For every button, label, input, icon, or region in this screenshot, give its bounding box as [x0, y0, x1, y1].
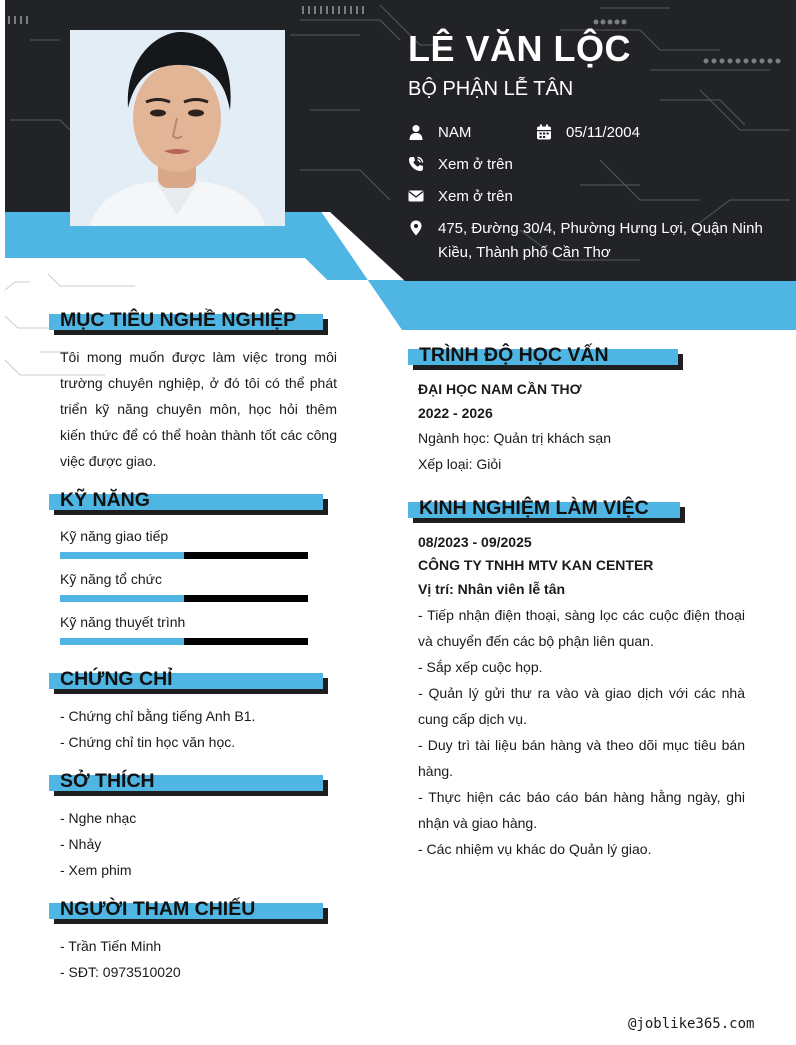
skill-bar-fill — [60, 595, 184, 602]
hobbies-heading — [49, 770, 323, 802]
experience-heading — [408, 497, 680, 529]
skill-bar — [60, 552, 308, 559]
duty-item: - Duy trì tài liệu bán hàng và theo dõi mục tiêu bán hàng. — [418, 737, 745, 779]
address-info — [408, 217, 778, 267]
list-item: - Trần Tiến Minh — [60, 938, 162, 954]
dob-value: 05/11/2004 — [566, 124, 640, 141]
list-item: - Xem phim — [60, 862, 132, 878]
education-details — [418, 377, 748, 477]
hobbies-list — [60, 805, 340, 883]
phone-icon — [408, 156, 424, 172]
skill-item — [60, 528, 310, 568]
certificates-title: CHỨNG CHỈ — [60, 668, 173, 690]
certificates-list — [60, 703, 340, 755]
hobbies-title: SỞ THÍCH — [60, 770, 155, 792]
dob-info — [536, 121, 696, 145]
profile-photo — [70, 30, 285, 226]
school-name: ĐẠI HỌC NAM CẦN THƠ — [418, 381, 582, 397]
list-item: - SĐT: 0973510020 — [60, 964, 181, 980]
gender-value: NAM — [438, 124, 472, 141]
references-list — [60, 933, 340, 985]
skills-title: KỸ NĂNG — [60, 489, 150, 511]
calendar-icon — [536, 124, 552, 140]
full-name: LÊ VĂN LỘC — [408, 28, 632, 69]
objective-heading — [49, 309, 323, 341]
certificates-heading — [49, 668, 323, 700]
list-item: - Nhảy — [60, 836, 102, 852]
phone-info — [408, 153, 708, 177]
grade: Xếp loại: Giỏi — [418, 456, 502, 472]
skill-item — [60, 614, 310, 654]
phone-value: Xem ở trên — [438, 156, 513, 173]
skill-item — [60, 571, 310, 611]
duty-item: - Quản lý gửi thư ra vào và giao dịch với các nhà cung cấp dịch vụ. — [418, 685, 745, 727]
education-heading — [408, 344, 678, 376]
skill-bar — [60, 595, 308, 602]
duty-item: - Tiếp nhận điện thoại, sàng lọc các cuộc điện thoại và chuyển đến các bộ phận liên quan. — [418, 607, 745, 649]
study-period: 2022 - 2026 — [418, 405, 493, 421]
experience-details — [418, 530, 745, 862]
objective-text: Tôi mong muốn được làm việc trong môi trường chuyên nghiệp, ở đó tôi có thể phát triển kỹ năng chuyên môn, học hỏi thêm kiến thức để có thể hoàn thành tốt các công việc được giao. — [60, 349, 337, 469]
envelope-icon — [408, 188, 424, 204]
skill-label: Kỹ năng thuyết trình — [60, 614, 186, 630]
duty-item: - Các nhiệm vụ khác do Quản lý giao. — [418, 841, 652, 857]
job-title: BỘ PHẬN LỄ TÂN — [408, 78, 574, 100]
references-title: NGƯỜI THAM CHIẾU — [60, 898, 256, 920]
references-heading — [49, 898, 323, 930]
duty-item: - Sắp xếp cuộc họp. — [418, 659, 543, 675]
position: Vị trí: Nhân viên lễ tân — [418, 581, 566, 597]
skill-label: Kỹ năng giao tiếp — [60, 528, 169, 544]
duty-item: - Thực hiện các báo cáo bán hàng hằng ngày, ghi nhận và giao hàng. — [418, 789, 745, 831]
major: Ngành học: Quản trị khách sạn — [418, 430, 612, 446]
skill-bar-fill — [60, 638, 184, 645]
gender-info — [408, 121, 528, 145]
objective-title: MỤC TIÊU NGHỀ NGHIỆP — [60, 309, 297, 331]
list-item: - Chứng chỉ tin học văn học. — [60, 734, 236, 750]
experience-title: KINH NGHIỆM LÀM VIỆC — [419, 497, 649, 519]
portrait-image — [70, 30, 285, 226]
address-value: 475, Đường 30/4, Phường Hưng Lợi, Quận Ninh Kiều, Thành phố Cần Thơ — [438, 220, 763, 261]
map-pin-icon — [408, 220, 424, 236]
watermark: @joblike365.com — [628, 1016, 755, 1032]
email-info — [408, 185, 708, 209]
education-title: TRÌNH ĐỘ HỌC VẤN — [419, 344, 609, 366]
skill-label: Kỹ năng tổ chức — [60, 571, 162, 587]
skill-bar — [60, 638, 308, 645]
list-item: - Nghe nhạc — [60, 810, 137, 826]
email-value: Xem ở trên — [438, 188, 513, 205]
company-name: CÔNG TY TNHH MTV KAN CENTER — [418, 557, 654, 573]
list-item: - Chứng chỉ bằng tiếng Anh B1. — [60, 708, 256, 724]
work-period: 08/2023 - 09/2025 — [418, 534, 532, 550]
skills-heading — [49, 489, 323, 521]
user-icon — [408, 124, 424, 140]
skill-bar-fill — [60, 552, 184, 559]
